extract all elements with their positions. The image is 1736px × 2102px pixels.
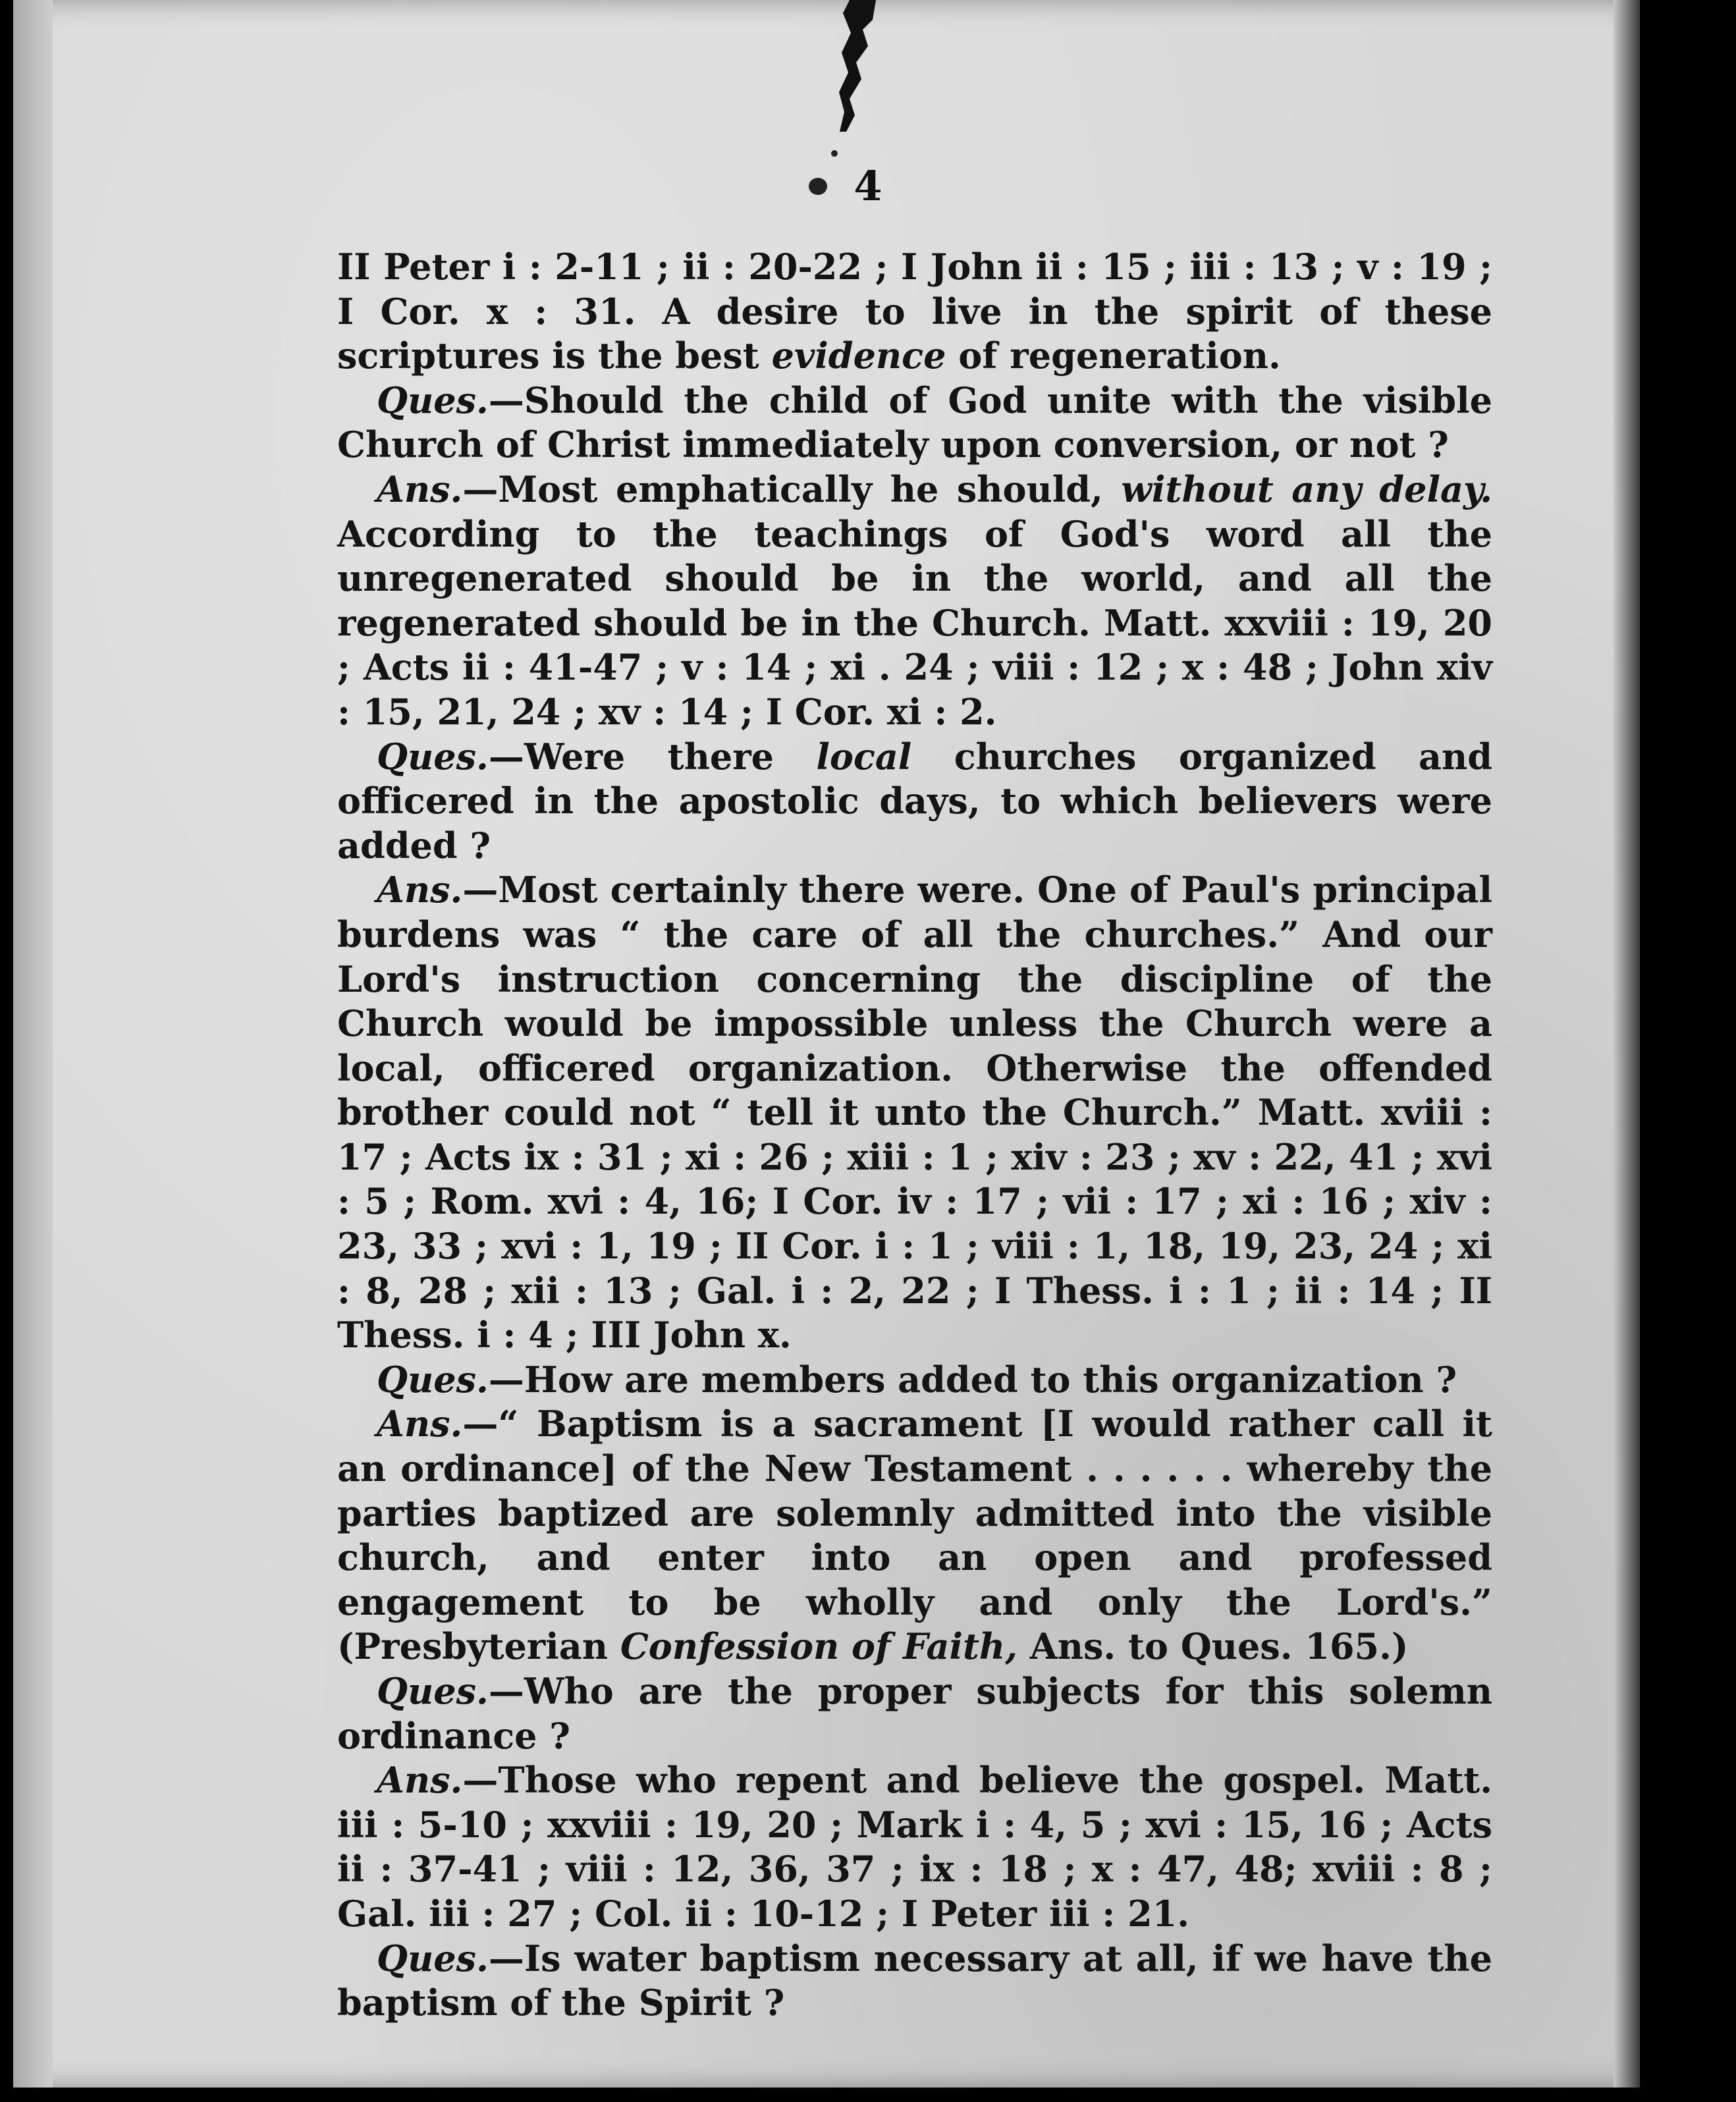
question-label: Ques. [377,735,489,778]
page-left-margin-shadow [13,0,53,2088]
page-right-edge-shadow [1614,0,1640,2088]
question-paragraph [337,1937,1492,2026]
paper-tear-mark [836,0,915,132]
answer-paragraph [337,468,1492,735]
answer-text: —Those who repent and believe the gospel. Matt. iii : 5-10 ; xxviii : 19, 20 ; Mark i : 4, 5 ; xvi : 15, 16 ; Acts ii : 37-41 ; viii : 12, 36, 37 ; ix : 18 ; x : 47, 48; xviii : 8 ; Gal. iii : 27 ; Col. ii : 10-12 ; I Peter iii : 21. [337,1759,1492,1935]
question-text: —Were there [488,735,817,778]
answer-label: Ans. [377,869,463,911]
answer-label: Ans. [377,468,463,510]
question-text: —Should the child of God unite with the visible Church of Christ immediately upon conversion, or not ? [337,379,1492,466]
question-text: —Who are the proper subjects for this solemn ordinance ? [337,1670,1492,1757]
answer-text: —Most emphatically he should, [462,468,1122,510]
emphasis-text: without any delay. [1121,468,1493,510]
question-paragraph [337,735,1492,869]
answer-label: Ans. [377,1403,463,1445]
body-text [337,245,1492,2026]
question-label: Ques. [377,379,489,421]
emphasis-text: evidence [771,335,946,377]
question-text: —Is water baptism necessary at all, if we have the baptism of the Spirit ? [337,1937,1492,2024]
answer-tail: According to the teachings of God's word all the unregenerated should be in the world, and all the regenerated should be in the Church. Matt. xxviii : 19, 20 ; Acts ii : 41-47 ; v : 14 ; xi . 24 ; viii : 12 ; x : 48 ; John xiv : 15, 21, 24 ; xv : 14 ; I Cor. xi : 2. [337,512,1492,733]
paragraph-text: II Peter i : 2-11 ; ii : 20-22 ; I John ii : 15 ; iii : 13 ; v : 19 ; I Cor. x : 31. A desire to live in the spirit of these scriptures is the best [337,246,1492,377]
paragraph-tail: of regeneration. [946,335,1281,377]
answer-paragraph [337,1758,1492,1936]
question-paragraph [337,1358,1492,1403]
paragraph-scripture-references [337,245,1492,379]
page-number: 4 [854,162,882,210]
question-text: —How are members added to this organization ? [488,1358,1457,1401]
answer-tail: Ans. to Ques. 165.) [1017,1625,1409,1668]
answer-label: Ans. [377,1759,463,1802]
question-label: Ques. [377,1937,489,1980]
emphasis-text: local [816,735,912,778]
ink-speck [831,150,838,157]
question-tail: churches organized and officered in the apostolic days, to which believers were added ? [337,735,1492,867]
answer-paragraph [337,868,1492,1358]
answer-text: —Most certainly there were. One of Paul's principal burdens was “ the care of all the churches.” And our Lord's instruction concerning the discipline of the Church would be impossible unless the Church were a local, officered organization. Otherwise the offended brother could not “ tell it unto the Church.” Matt. xviii : 17 ; Acts ix : 31 ; xi : 26 ; xiii : 1 ; xiv : 23 ; xv : 22, 41 ; xvi : 5 ; Rom. xvi : 4, 16; I Cor. iv : 17 ; vii : 17 ; xi : 16 ; xiv : 23, 33 ; xvi : 1, 19 ; II Cor. i : 1 ; viii : 1, 18, 19, 23, 24 ; xi : 8, 28 ; xii : 13 ; Gal. i : 2, 22 ; I Thess. i : 1 ; ii : 14 ; II Thess. i : 4 ; III John x. [337,869,1492,1357]
answer-paragraph [337,1402,1492,1669]
question-label: Ques. [377,1358,489,1401]
question-label: Ques. [377,1670,489,1712]
question-paragraph [337,1669,1492,1758]
question-paragraph [337,379,1492,468]
emphasis-text: Confession of Faith, [620,1625,1017,1668]
answer-text: —“ Baptism is a sacrament [I would rather call it an ordinance] of the New Testament . . . . . . whereby the parties baptized are solemnly admitted into the visible church, and enter into an open and professed engagement to be wholly and only the Lord's.” (Presbyterian [337,1403,1492,1668]
